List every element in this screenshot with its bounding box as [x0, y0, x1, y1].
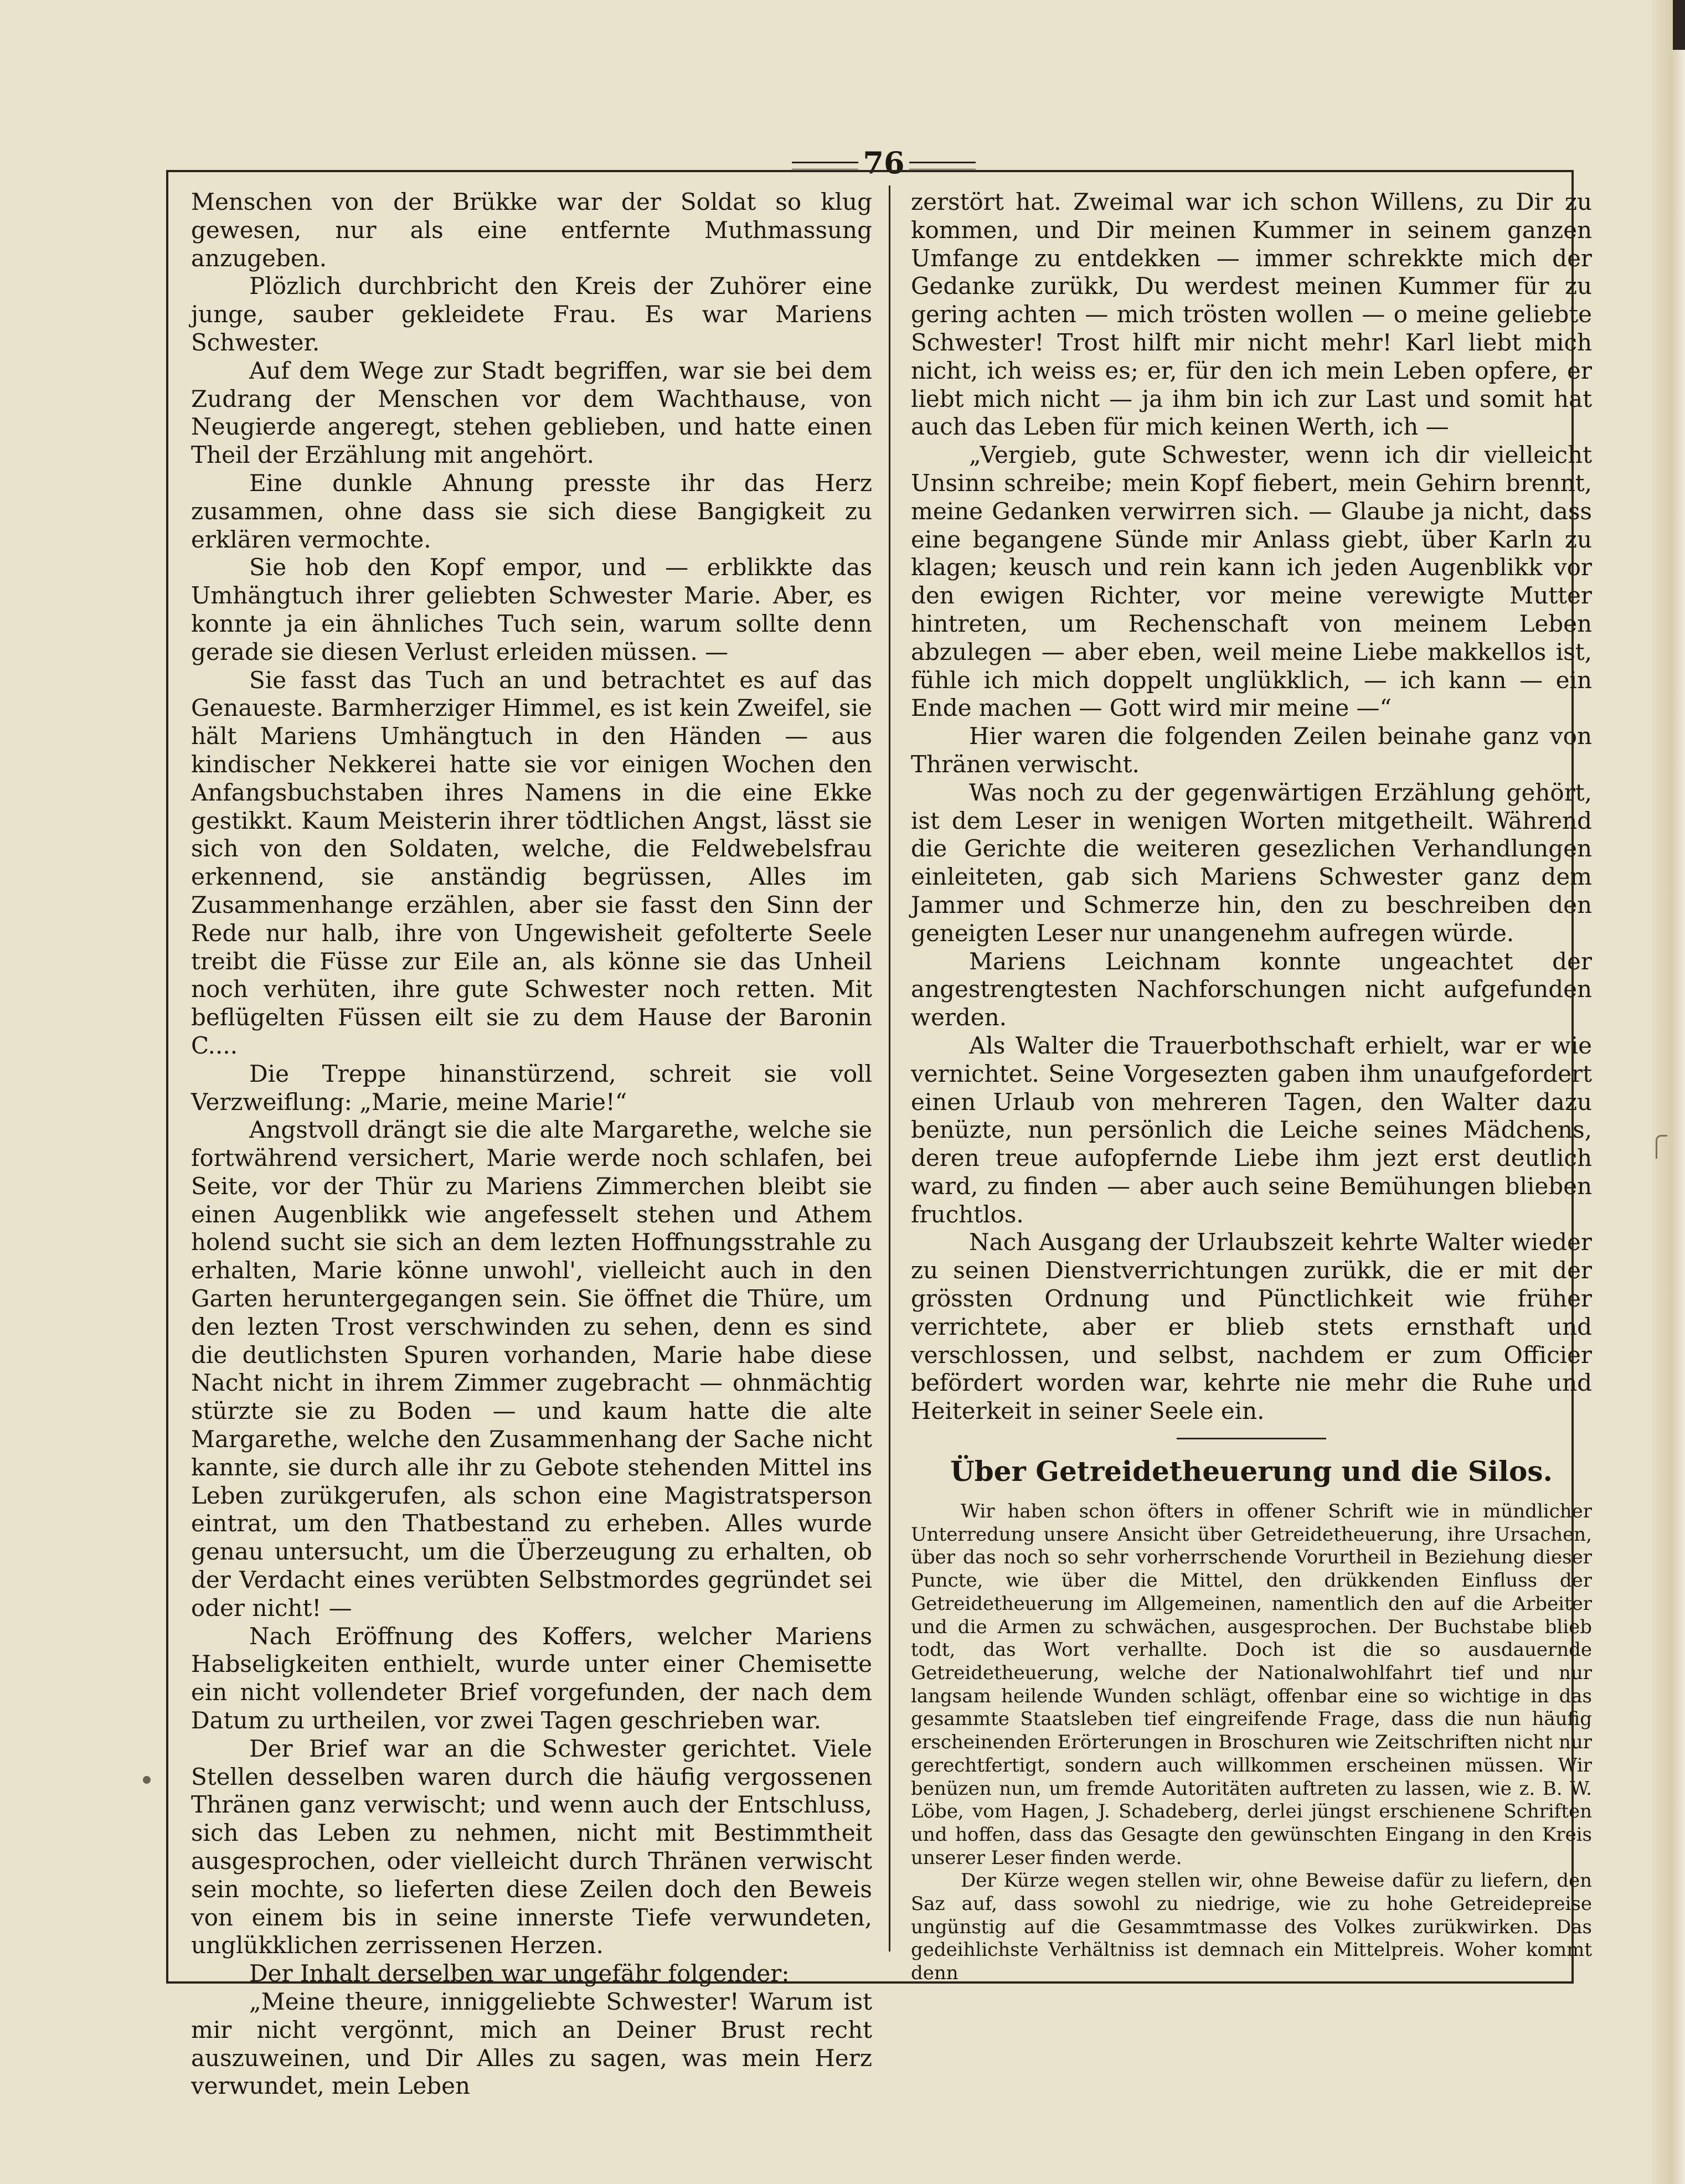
- paragraph: Der Kürze wegen stellen wir, ohne Beweise dafür zu liefern, den Saz auf, dass sowohl zu niedrige, wie zu hohe Getreidepreise ungünstig auf die Gesammtmasse des Volkes zurükwirken. Das gedeihlichste Verhältniss ist demnach ein Mittelpreis. Woher kommt denn: [911, 1870, 1592, 1985]
- paragraph: Der Inhalt derselben war ungefähr folgender:: [249, 1960, 790, 1987]
- ornament-left: [792, 162, 858, 169]
- paragraph: Der Brief war an die Schwester gerichtet. Viele Stellen desselben waren durch die häufig vergossenen Thränen ganz verwischt; und wenn auch der Entschluss, sich das Leben zu nehmen, nicht mit Bestimmtheit ausgesprochen, oder vielleicht durch Thränen verwischt sein mochte, so lieferten diese Zeilen doch den Beweis von einem bis in seine innerste Tiefe verwundeten, unglükklichen zerrissenen Herzen.: [191, 1734, 872, 1959]
- paragraph: Hier waren die folgenden Zeilen beinahe ganz von Thränen verwischt.: [911, 722, 1592, 778]
- paragraph: Mariens Leichnam konnte ungeachtet der angestrengtesten Nachforschungen nicht aufgefunden werden.: [911, 947, 1592, 1031]
- paragraph: Wir haben schon öfters in offener Schrift wie in mündlicher Unterredung unsere Ansicht über Getreidetheuerung, ihre Ursachen, über das noch so sehr vorherrschende Vorurtheil in Beziehung dieser Puncte, wie über die Mittel, den drükkenden Einfluss der Getreidetheuerung im Allgemeinen, namentlich den auf die Arbeiter und die Armen zu schwächen, ausgesprochen. Der Buchstabe blieb todt, das Wort verhallte. Doch ist die so ausdauernde Getreidetheuerung, welche der Nationalwohlfahrt tief und nur langsam heilende Wunden schlägt, offenbar eine so wichtige in das gesammte Staatsleben tief eingreifende Frage, dass die nun häufig erscheinenden Erörterungen in Broschuren wie Zeitschriften nicht nur gerechtfertigt, sondern auch willkommen erscheinen müssen. Wir benüzen nun, um fremde Autoritäten auftreten zu lassen, wie z. B. W. Löbe, vom Hagen, J. Schadeberg, derlei jüngst erschienene Schriften und hoffen, dass das Gesagte den gewünschten Eingang in den Kreis unserer Leser finden werde.: [911, 1500, 1592, 1869]
- paragraph: zerstört hat. Zweimal war ich schon Willens, zu Dir zu kommen, und Dir meinen Kummer in seinem ganzen Umfange zu entdekken — immer schrekkte mich der Gedanke zurükk, Du werdest meinen Kummer für zu gering achten — mich trösten wollen — o meine geliebte Schwester! Trost hilft mir nicht mehr! Karl liebt mich nicht, ich weiss es; er, für den ich mein Leben opfere, er liebt mich nicht — ja ihm bin ich zur Last und somit hat auch das Leben für mich keinen Werth, ich —: [911, 188, 1592, 441]
- page-number: 76: [863, 145, 905, 180]
- right-column: [911, 188, 1592, 1985]
- paragraph: Plözlich durchbricht den Kreis der Zuhörer eine junge, sauber gekleidete Frau. Es war Mariens Schwester.: [191, 272, 872, 356]
- page-edge: [1652, 0, 1685, 2184]
- paragraph: „Meine theure, inniggeliebte Schwester! Warum ist mir nicht vergönnt, mich an Deiner Brust recht auszuweinen, und Dir Alles zu sagen, was mein Herz verwundet, mein Leben: [191, 1988, 872, 2100]
- paragraph: Auf dem Wege zur Stadt begriffen, war sie bei dem Zudrang der Menschen vor dem Wachthause, von Neugierde angeregt, stehen geblieben, und hatte einen Theil der Erzählung mit angehört.: [191, 357, 872, 469]
- binding-hole: [143, 1776, 151, 1784]
- paragraph: „Vergieb, gute Schwester, wenn ich dir vielleicht Unsinn schreibe; mein Kopf fiebert, mein Gehirn brennt, meine Gedanken verwirren sich. — Glaube ja nicht, dass eine begangene Sünde mir Anlass giebt, über Karln zu klagen; keusch und rein kann ich jeden Augenblikk vor den ewigen Richter, vor meine verewigte Mutter hintreten, um Rechenschaft von meinem Leben abzulegen — aber eben, weil meine Liebe makkellos ist, fühle ich mich doppelt unglükklich, — ich kann — ein Ende machen — Gott wird mir meine —“: [911, 441, 1592, 722]
- article-title: Über Getreidetheuerung und die Silos.: [950, 1455, 1553, 1488]
- ornament-right: [909, 162, 976, 169]
- section-rule: [1177, 1438, 1326, 1439]
- paragraph: Angstvoll drängt sie die alte Margarethe, welche sie fortwährend versichert, Marie werde noch schlafen, bei Seite, vor der Thür zu Mariens Zimmerchen bleibt sie einen Augenblikk wie angefesselt stehen und Athem holend sucht sie sich an dem lezten Hoffnungsstrahle zu erhalten, Marie könne unwohl', vielleicht auch in den Garten heruntergegangen sein. Sie öffnet die Thüre, um den lezten Trost verschwinden zu sehen, denn es sind die deutlichsten Spuren vorhanden, Marie habe diese Nacht nicht in ihrem Zimmer zugebracht — ohnmächtig stürzte sie zu Boden — und kaum hatte die alte Margarethe, welche den Zusammenhang der Sache nicht kannte, sie durch alle ihr zu Gebote stehenden Mittel ins Leben zurükgerufen, als schon eine Magistratsperson eintrat, um den Thatbestand zu erheben. Alles wurde genau untersucht, um die Überzeugung zu erhalten, ob der Verdacht eines verübten Selbstmordes gegründet sei oder nicht! —: [191, 1116, 872, 1622]
- paragraph: Nach Ausgang der Urlaubszeit kehrte Walter wieder zu seinen Dienstverrichtungen zurükk, die er mit der grössten Ordnung und Pünctlichkeit wie früher verrichtete, aber er blieb stets ernsthaft und verschlossen, und selbst, nachdem er zum Officier befördert worden war, kehrte nie mehr die Ruhe und Heiterkeit in seiner Seele ein.: [911, 1228, 1592, 1425]
- paragraph: Die Treppe hinanstürzend, schreit sie voll Verzweiflung: „Marie, meine Marie!“: [191, 1060, 872, 1116]
- paragraph: Sie hob den Kopf empor, und — erblikkte das Umhängtuch ihrer geliebten Schwester Marie. Aber, es konnte ja ein ähnliches Tuch sein, warum sollte denn gerade sie diesen Verlust erleiden müssen. —: [191, 554, 872, 665]
- article-body: [911, 1500, 1592, 1985]
- paragraph: Eine dunkle Ahnung presste ihr das Herz zusammen, ohne dass sie sich diese Bangigkeit zu erklären vermochte.: [191, 469, 872, 553]
- page-corner-shadow: [1673, 0, 1685, 50]
- paragraph: Was noch zu der gegenwärtigen Erzählung gehört, ist dem Leser in wenigen Worten mitgetheilt. Während die Gerichte die weiteren gesezlichen Verhandlungen einleiteten, gab sich Mariens Schwester ganz dem Jammer und Schmerze hin, den zu beschreiben den geneigten Leser nur unangenehm aufregen würde.: [911, 778, 1592, 947]
- margin-mark: [1656, 1135, 1667, 1159]
- paragraph: Nach Eröffnung des Koffers, welcher Mariens Habseligkeiten enthielt, wurde unter einer Chemisette ein nicht vollendeter Brief vorgefunden, der nach dem Datum zu urtheilen, vor zwei Tagen geschrieben war.: [191, 1622, 872, 1734]
- column-divider: [889, 185, 890, 1951]
- paragraph: Sie fasst das Tuch an und betrachtet es auf das Genaueste. Barmherziger Himmel, es ist kein Zweifel, sie hält Mariens Umhängtuch in den Händen — aus kindischer Nekkerei hatte sie vor einigen Wochen den Anfangsbuchstaben ihres Namens in die eine Ekke gestikkt. Kaum Meisterin ihrer tödtlichen Angst, lässt sie sich von den Soldaten, welche, die Feldwebelsfrau erkennend, sie anständig begrüssen, Alles im Zusammenhange erzählen, aber sie fasst den Sinn der Rede nur halb, ihre von Ungewisheit gefolterte Seele treibt die Füsse zur Eile an, als könne sie das Unheil noch verhüten, ihre gute Schwester noch retten. Mit beflügelten Füssen eilt sie zu dem Hause der Baronin C....: [191, 666, 872, 1059]
- paragraph: Als Walter die Trauerbothschaft erhielt, war er wie vernichtet. Seine Vorgesezten gaben ihm unaufgefordert einen Urlaub von mehreren Tagen, den Walter dazu benüzte, nun persönlich die Leiche seines Mädchens, deren treue aufopfernde Liebe ihm jezt erst deutlich ward, zu finden — aber auch seine Bemühungen blieben fruchtlos.: [911, 1031, 1592, 1228]
- left-column: [191, 188, 872, 2100]
- paragraph: Menschen von der Brükke war der Soldat so klug gewesen, nur als eine entfernte Muthmassung anzugeben.: [191, 188, 872, 272]
